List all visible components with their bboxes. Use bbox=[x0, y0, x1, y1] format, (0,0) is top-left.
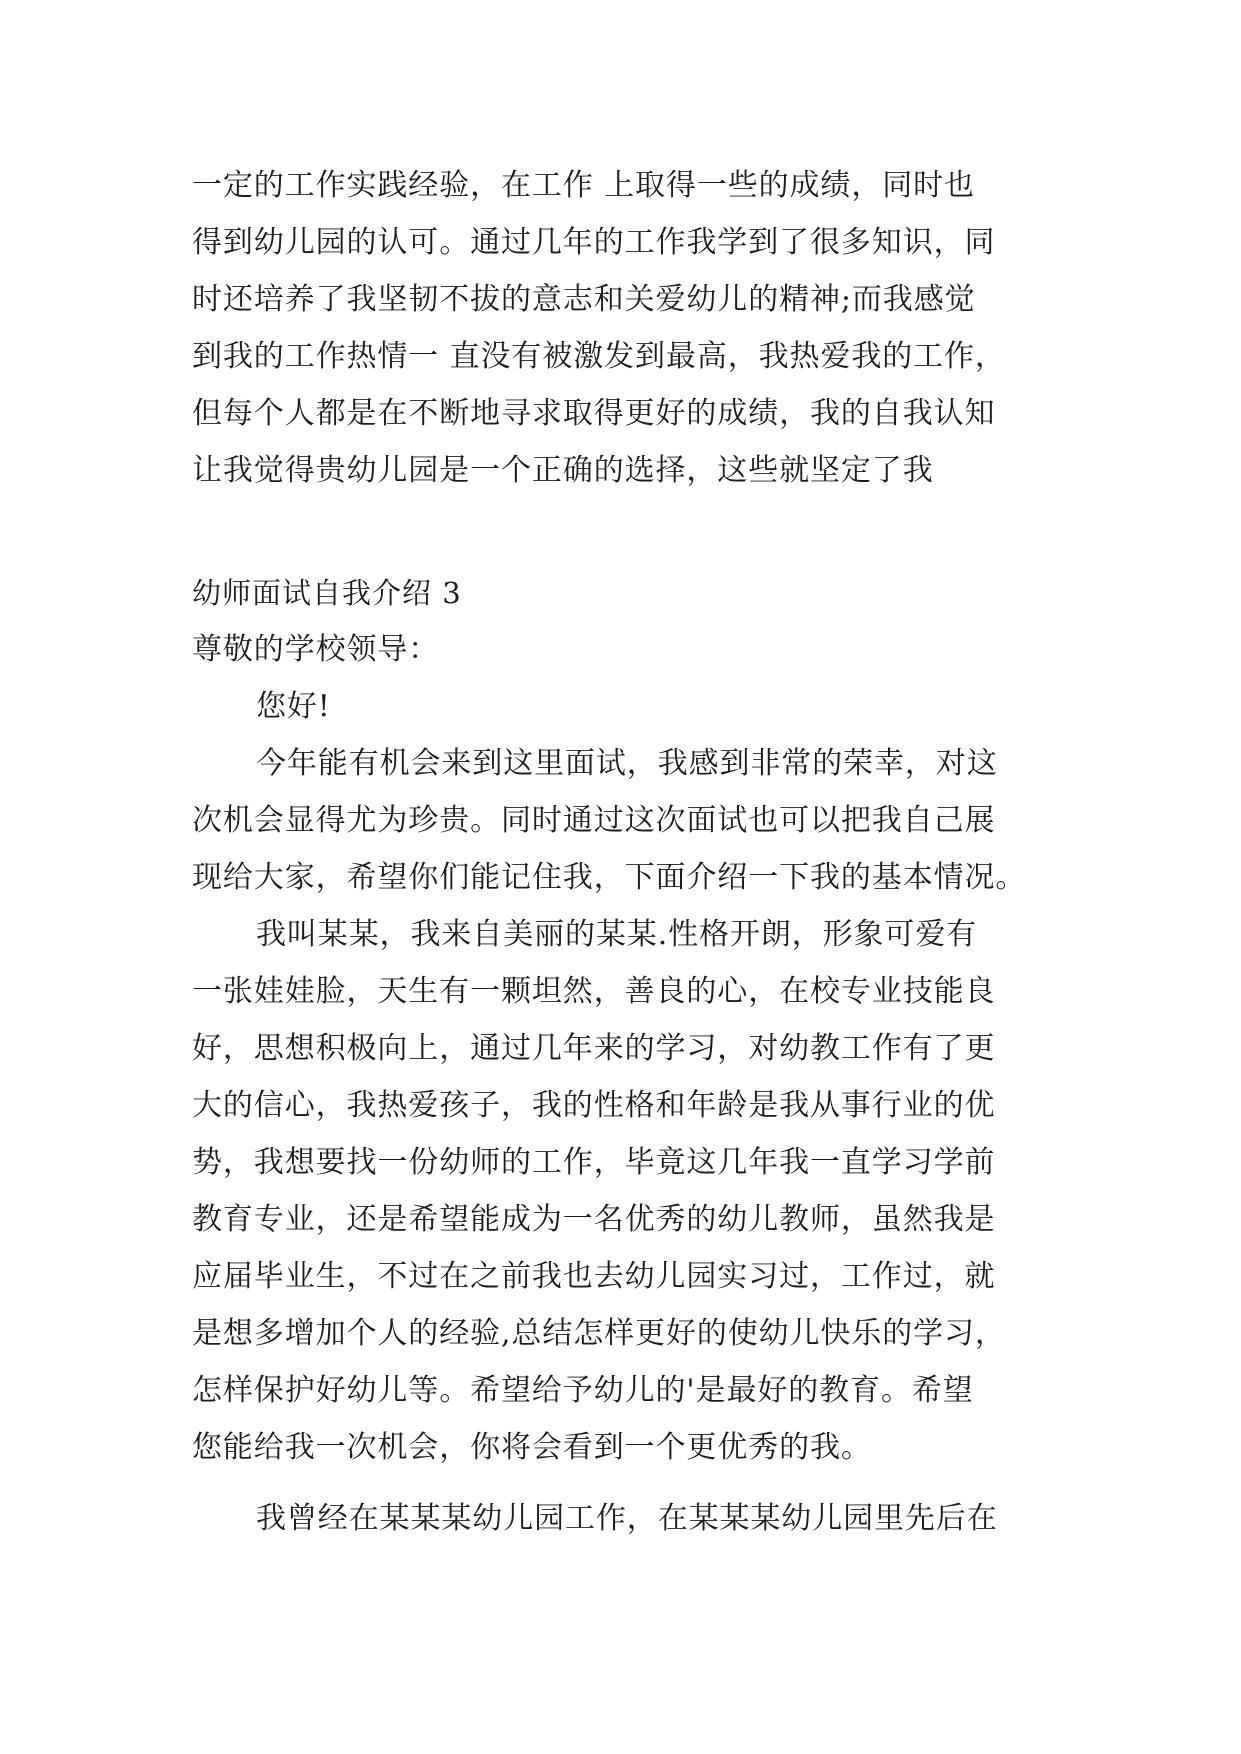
text-line: 但每个人都是在不断地寻求取得更好的成绩，我的自我认知 bbox=[192, 396, 996, 431]
text-line: 怎样保护好幼儿等。希望给予幼儿的'是最好的教育。希望 bbox=[192, 1373, 974, 1408]
text-line: 今年能有机会来到这里面试，我感到非常的荣幸，对这 bbox=[256, 746, 998, 781]
section-title: 幼师面试自我介绍 3 bbox=[192, 576, 462, 610]
salutation: 尊敬的学校领导： bbox=[192, 632, 440, 667]
text-line: 到我的工作热情一 直没有被激发到最高，我热爱我的工作， bbox=[192, 339, 1006, 374]
text-line: 一定的工作实践经验，在工作 上取得一些的成绩，同时也 bbox=[192, 168, 975, 203]
text-line: 您能给我一次机会，你将会看到一个更优秀的我。 bbox=[192, 1430, 872, 1465]
text-line: 应届毕业生，不过在之前我也去幼儿园实习过，工作过，就 bbox=[192, 1259, 996, 1294]
text-line: 好，思想积极向上，通过几年来的学习，对幼教工作有了更 bbox=[192, 1031, 996, 1066]
greeting: 您好! bbox=[256, 689, 331, 724]
text-line: 大的信心，我热爱孩子，我的性格和年龄是我从事行业的优 bbox=[192, 1088, 996, 1123]
text-line: 教育专业，还是希望能成为一名优秀的幼儿教师，虽然我是 bbox=[192, 1202, 996, 1237]
text-line: 是想多增加个人的经验,总结怎样更好的使幼儿快乐的学习， bbox=[192, 1316, 1006, 1351]
text-line: 一张娃娃脸，天生有一颗坦然，善良的心，在校专业技能良 bbox=[192, 974, 996, 1009]
text-line: 得到幼儿园的认可。通过几年的工作我学到了很多知识，同 bbox=[192, 225, 996, 260]
text-line: 现给大家，希望你们能记住我，下面介绍一下我的基本情况。 bbox=[192, 860, 1027, 895]
text-line: 势，我想要找一份幼师的工作，毕竟这几年我一直学习学前 bbox=[192, 1145, 996, 1180]
text-line: 我曾经在某某某幼儿园工作，在某某某幼儿园里先后在 bbox=[256, 1501, 998, 1536]
text-line: 我叫某某，我来自美丽的某某.性格开朗，形象可爱有 bbox=[256, 917, 978, 952]
text-line: 让我觉得贵幼儿园是一个正确的选择，这些就坚定了我 bbox=[192, 453, 934, 488]
text-line: 次机会显得尤为珍贵。同时通过这次面试也可以把我自己展 bbox=[192, 803, 996, 838]
text-line: 时还培养了我坚韧不拔的意志和关爱幼儿的精神;而我感觉 bbox=[192, 282, 976, 317]
